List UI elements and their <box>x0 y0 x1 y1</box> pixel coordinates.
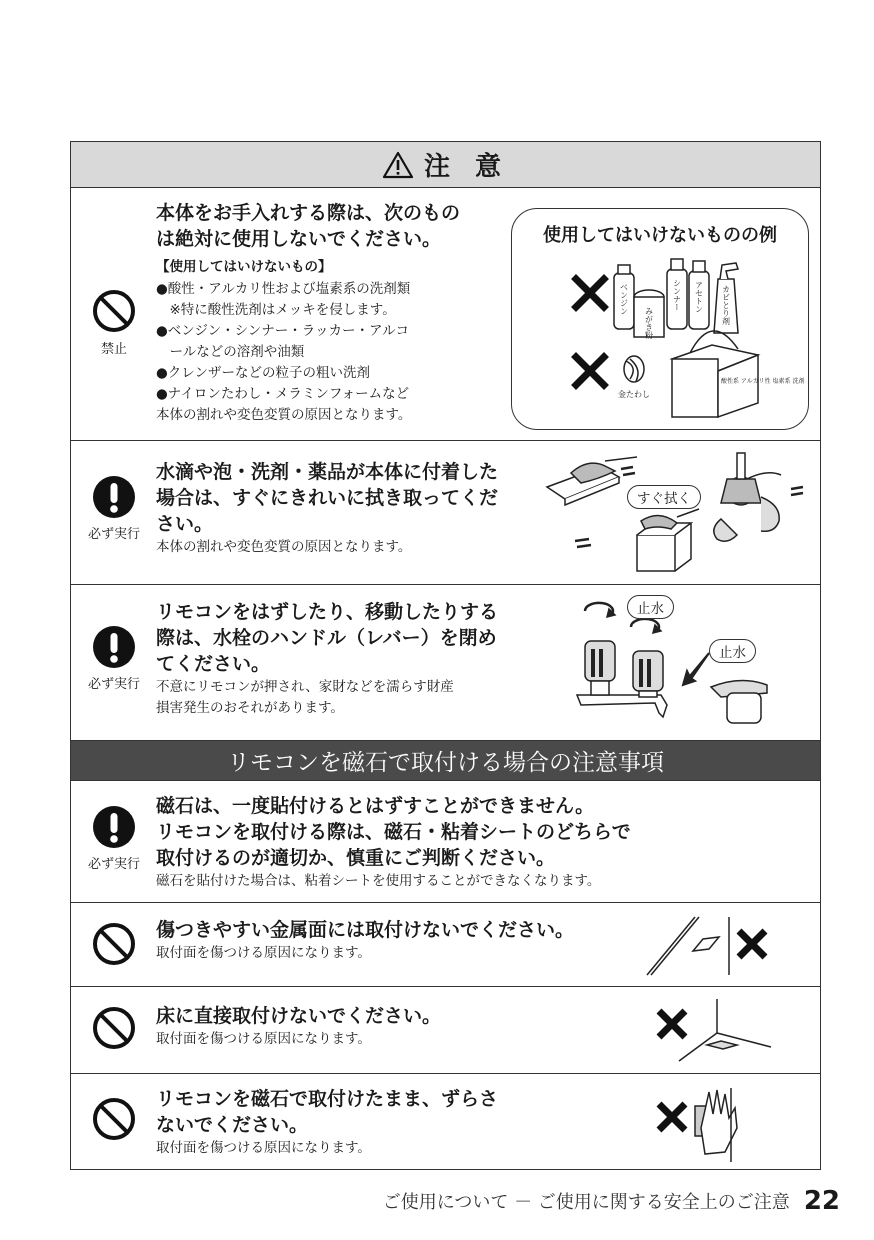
section5-text <box>156 917 574 964</box>
mandatory-symbol <box>83 805 145 872</box>
section7-lead-1: リモコンを磁石で取付けたまま、ずらさ <box>156 1088 499 1110</box>
page-number: 22 <box>803 1186 840 1216</box>
cleaning-products-illustration <box>512 249 808 429</box>
section1-lead-2: は絶対に使用しないでください。 <box>156 228 442 250</box>
section1-item: ●クレンザーなどの粒子の粗い洗剤 <box>156 365 370 381</box>
prohibited-icon <box>91 921 137 967</box>
section1-note: 本体の割れや変色変質の原因となります。 <box>156 407 412 423</box>
magnet-mounting-title: リモコンを磁石で取付ける場合の注意事項 <box>227 750 664 776</box>
section2-lead-2: 場合は、すぐにきれいに拭き取ってくだ <box>156 487 499 509</box>
section7-text <box>156 1086 498 1159</box>
bottle-label-mold-remover: カビとり剤 <box>721 285 731 325</box>
prohibited-label: 禁止 <box>100 342 127 357</box>
section-cleaning-prohibited <box>71 188 820 441</box>
section3-note-2: 損害発生のおそれがあります。 <box>156 700 344 716</box>
section4-lead-1: 磁石は、一度貼付けるとはずすことができません。 <box>156 795 595 817</box>
prohibited-symbol <box>83 288 145 357</box>
mandatory-label: 必ず実行 <box>87 677 140 692</box>
page-footer <box>383 1186 840 1216</box>
prohibited-symbol <box>83 1005 145 1051</box>
section1-text <box>156 200 460 426</box>
section1-item: ールなどの溶剤や油類 <box>156 344 305 360</box>
section6-note: 取付面を傷つける原因になります。 <box>156 1031 371 1047</box>
section2-lead-1: 水滴や泡・洗剤・薬品が本体に付着した <box>156 461 499 483</box>
section5-lead: 傷つきやすい金属面には取付けないでください。 <box>156 919 575 941</box>
section6-lead: 床に直接取付けないでください。 <box>156 1005 442 1027</box>
prohibited-icon <box>91 1005 137 1051</box>
bottle-label-acetone: アセトン <box>694 281 704 313</box>
prohibited-icon <box>91 1096 137 1142</box>
section-wipe-immediately <box>71 441 820 585</box>
exclamation-icon <box>92 805 136 849</box>
sliding-remote-illustration <box>651 1084 791 1164</box>
section4-note: 磁石を貼付けた場合は、粘着シートを使用することができなくなります。 <box>156 873 601 889</box>
section4-text <box>156 793 631 892</box>
section1-item: ※特に酸性洗剤はメッキを侵します。 <box>156 302 396 318</box>
floor-mount-illustration <box>651 995 801 1067</box>
section3-text <box>156 599 498 719</box>
section3-note-1: 不意にリモコンが押され、家財などを濡らす財産 <box>156 679 454 695</box>
section3-lead-3: てください。 <box>156 653 271 675</box>
section3-lead-1: リモコンをはずしたり、移動したりする <box>156 601 499 623</box>
section5-note: 取付面を傷つける原因になります。 <box>156 945 371 961</box>
prohibited-symbol <box>83 1096 145 1142</box>
section7-lead-2: ないでください。 <box>156 1114 309 1136</box>
section1-subhead: 【使用してはいけないもの】 <box>156 259 332 275</box>
faucet-illustration <box>571 593 811 733</box>
section1-item: ●ベンジン・シンナー・ラッカー・アルコ <box>156 323 409 339</box>
bottle-label-polish: みがき粉 <box>644 307 654 339</box>
section-close-faucet <box>71 585 820 741</box>
section4-lead-2: リモコンを取付ける際は、磁石・粘着シートのどちらで <box>156 821 631 843</box>
caution-frame <box>70 141 821 1170</box>
exclamation-icon <box>92 625 136 669</box>
metal-surface-illustration <box>641 913 791 977</box>
section-no-sliding <box>71 1074 820 1171</box>
mandatory-label: 必ず実行 <box>87 527 140 542</box>
wiping-illustration <box>541 449 811 579</box>
wipe-immediately-pill: すぐ拭く <box>627 485 701 509</box>
water-stop-pill-1: 止水 <box>627 595 674 619</box>
section6-text <box>156 1003 441 1050</box>
footer-breadcrumb: ご使用について － ご使用に関する安全上のご注意 <box>382 1192 790 1213</box>
prohibited-icon <box>91 288 137 334</box>
section2-lead-3: さい。 <box>156 513 214 535</box>
example-title: 使用してはいけないものの例 <box>543 225 777 246</box>
mandatory-label: 必ず実行 <box>87 857 140 872</box>
bottle-label-benzine: ベンジン <box>619 283 629 315</box>
section1-item: ●酸性・アルカリ性および塩素系の洗剤類 <box>156 281 411 297</box>
warning-triangle-icon <box>382 151 414 179</box>
caution-title: 注 意 <box>423 152 510 182</box>
water-stop-pill-2: 止水 <box>709 639 756 663</box>
bottle-label-thinner: シンナー <box>672 279 682 311</box>
section4-lead-3: 取付けるのが適切か、慎重にご判断ください。 <box>156 847 556 869</box>
section2-text <box>156 459 498 558</box>
section-metal-surface <box>71 903 820 987</box>
caution-header <box>71 142 820 188</box>
prohibited-symbol <box>83 921 145 967</box>
prohibited-items-example <box>511 208 809 430</box>
section-floor-mount <box>71 987 820 1074</box>
section3-lead-2: 際は、水栓のハンドル（レバー）を閉め <box>156 627 497 649</box>
section2-note: 本体の割れや変色変質の原因となります。 <box>156 539 412 555</box>
section1-item: ●ナイロンたわし・メラミンフォームなど <box>156 386 410 402</box>
mandatory-symbol <box>83 475 145 542</box>
magnet-mounting-band <box>71 741 820 781</box>
scrubber-label: 金たわし <box>618 390 650 399</box>
section1-lead-1: 本体をお手入れする際は、次のもの <box>156 202 461 224</box>
section7-note: 取付面を傷つける原因になります。 <box>156 1140 371 1156</box>
exclamation-icon <box>92 475 136 519</box>
mandatory-symbol <box>83 625 145 692</box>
detergent-box-label: 酸性系 アルカリ性 塩素系 洗剤 <box>721 378 805 385</box>
section-magnet-once <box>71 781 820 903</box>
